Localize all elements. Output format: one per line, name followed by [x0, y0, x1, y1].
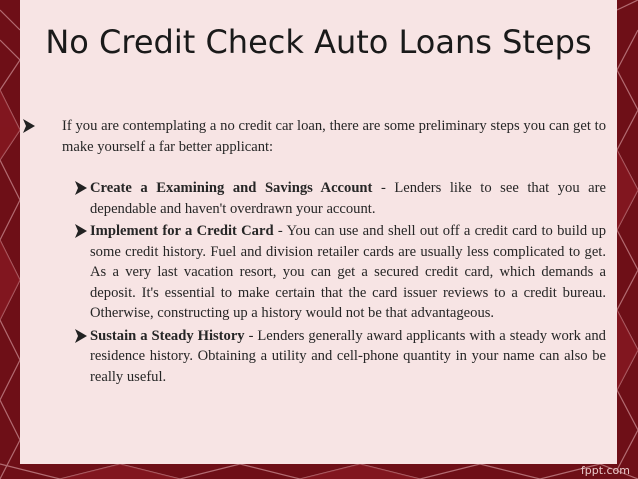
- step-item: [20, 178, 606, 219]
- step-text: - Lenders like to see that you are dependable and haven't overdrawn your account.: [90, 180, 606, 217]
- step-text: - Lenders generally award applicants with a steady work and residence history. Obtaining a utility and cell-phone quantity in your name can also be really useful.: [90, 327, 606, 385]
- watermark: fppt.com: [580, 464, 630, 477]
- arrow-bullet-icon: [75, 181, 87, 195]
- intro-text: If you are contemplating a no credit car loan, there are some preliminary steps you can get to make yourself a far better applicant:: [62, 118, 606, 155]
- slide-panel: [20, 0, 617, 464]
- step-heading: Create a Examining and Savings Account: [90, 180, 373, 196]
- arrow-bullet-icon: [75, 329, 87, 343]
- step-text: - You can use and shell out off a credit card to build up some credit history. Fuel and division retailer cards are usually less complicated to get. As a very last vacation resort, you can get a secured credit card, which demands a deposit. It's essential to make certain that the card issuer reviews to a credit bureau. Otherwise, constructing up a history would not be that advantageous.: [90, 223, 606, 321]
- step-heading: Sustain a Steady History: [90, 327, 245, 344]
- intro-bullet: [20, 116, 606, 157]
- step-item: [20, 221, 606, 324]
- slide-title: No Credit Check Auto Loans Steps: [45, 23, 592, 61]
- slide-body: [20, 116, 606, 387]
- step-heading: Implement for a Credit Card: [90, 223, 274, 239]
- arrow-bullet-icon: [23, 119, 35, 133]
- step-item: [20, 326, 606, 388]
- arrow-bullet-icon: [75, 224, 87, 238]
